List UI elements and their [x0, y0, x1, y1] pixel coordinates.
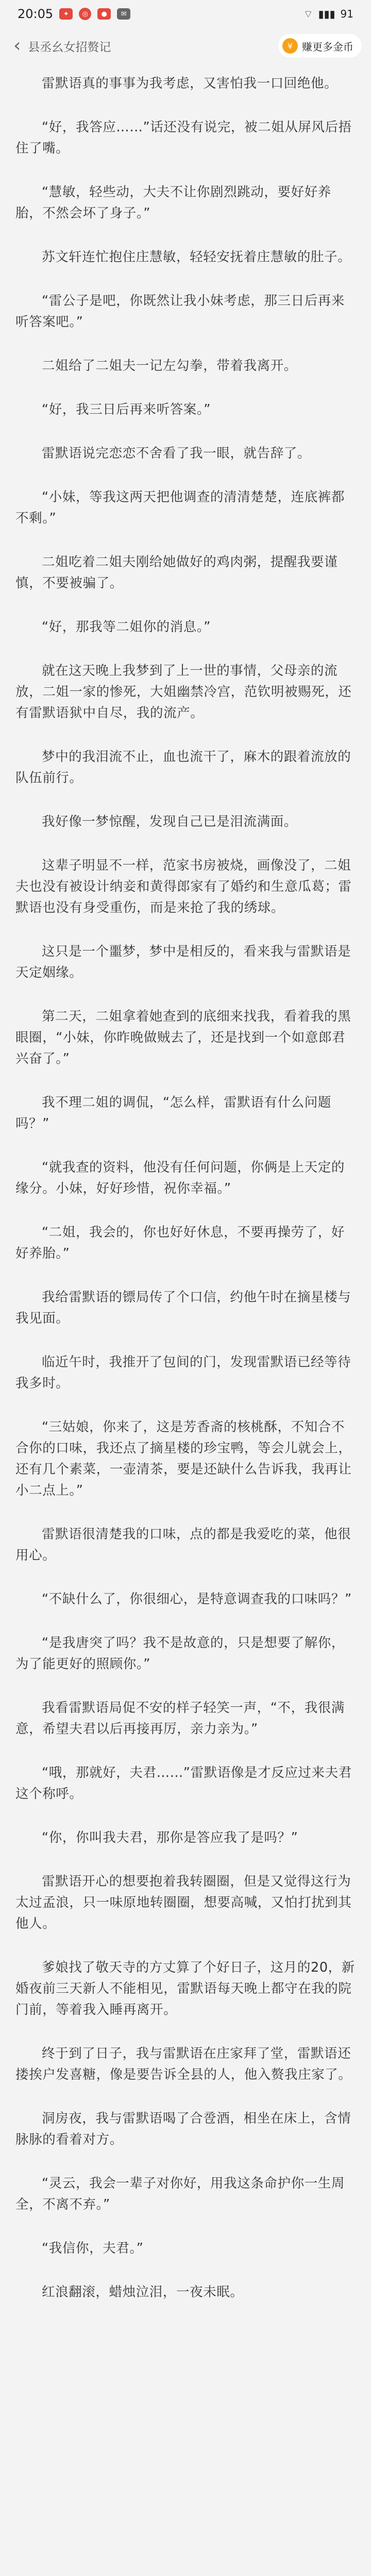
paragraph: “好，那我等二姐你的消息。” [42, 619, 211, 635]
paragraph: 这只是一个噩梦，梦中是相反的，看来我与雷默语是天定姻缘。 [15, 944, 351, 980]
paragraph: 我给雷默语的镖局传了个口信，约他午时在摘星楼与我见面。 [15, 1290, 351, 1326]
paragraph: “不缺什么了，你很细心，是特意调查我的口味吗？” [42, 1591, 352, 1607]
book-title: 县丞幺女招赘记 [28, 40, 111, 54]
notification-message-icon: ✉ [117, 8, 130, 20]
paragraph: 雷默语开心的想要抱着我转圈圈，但是又觉得这行为太过孟浪，只一味原地转圈圈，想要高喊，又怕打扰到其他人。 [15, 1874, 352, 1931]
paragraph: 洞房夜，我与雷默语喝了合卺酒，相坐在床上，含情脉脉的看着对方。 [15, 2111, 351, 2147]
paragraph: “是我唐突了吗？我不是故意的，只是想要了解你，为了能更好的照顾你。” [15, 1635, 345, 1672]
paragraph: 雷默语真的事事为我考虑，又害怕我一口回绝他。 [42, 76, 338, 91]
paragraph: 终于到了日子，我与雷默语在庄家拜了堂，雷默语还搂挨户发喜糖，像是要告诉全县的人，他入赘我庄家了。 [15, 2046, 352, 2082]
earn-coins-label: 赚更多金币 [302, 40, 353, 53]
status-left [18, 7, 130, 21]
paragraph: 临近午时，我推开了包间的门，发现雷默语已经等待我多时。 [15, 1354, 351, 1391]
status-right [303, 8, 353, 21]
paragraph: 第二天，二姐拿着她查到的底细来找我，看着我的黑眼圈，“小妹，你昨晚做贼去了，还是找到一个如意郎君兴奋了。” [15, 1009, 351, 1066]
signal-icon: ▮▮▮ [318, 8, 335, 20]
paragraph: 爹娘找了敬天寺的方丈算了个好日子，这月的20，新婚夜前三天新人不能相见，雷默语每天晚上都守在我的院门前，等着我入睡再离开。 [15, 1960, 355, 2018]
paragraph: “就我查的资料，他没有任何问题，你俩是上天定的缘分。小妹，好好珍惜，祝你幸福。” [15, 1160, 345, 1196]
paragraph: “灵云，我会一辈子对你好，用我这条命护你一生周全，不离不弃。” [15, 2176, 345, 2212]
paragraph: 这辈子明显不一样，范家书房被烧，画像没了，二姐夫也没有被设计纳妾和黄得郎家有了婚约和生意瓜葛；雷默语也没有身受重伤，而是来抢了我的绣球。 [15, 858, 352, 916]
paragraph: 红浪翻滚，蜡烛泣泪，一夜未眠。 [42, 2284, 244, 2300]
paragraph: “你，你叫我夫君，那你是答应我了是吗？” [42, 1830, 298, 1845]
wifi-icon: ⌔ [303, 7, 313, 20]
paragraph: 我不理二姐的调侃，“怎么样，雷默语有什么问题吗？” [15, 1095, 331, 1131]
earn-coins-button[interactable] [278, 34, 362, 58]
paragraph: 二姐吃着二姐夫刚给她做好的鸡肉粥，提醒我要谨慎，不要被骗了。 [15, 554, 338, 591]
paragraph: 我好像一梦惊醒，发现自己已是泪流满面。 [42, 814, 297, 829]
paragraph: 我看雷默语局促不安的样子轻笑一声，“不，我很满意，希望夫君以后再接再厉，亲力亲为。” [15, 1700, 345, 1737]
paragraph: “小妹，等我这两天把他调查的清清楚楚，连底裤都不剩。” [15, 489, 345, 526]
status-time: 20:05 [18, 7, 54, 21]
paragraph: “雷公子是吧，你既然让我小妹考虑，那三日后再来听答案吧。” [15, 293, 345, 330]
paragraph: “哦，那就好，夫君……”雷默语像是才反应过来夫君这个称呼。 [15, 1765, 352, 1802]
paragraph: “好，我三日后再来听答案。” [42, 402, 211, 417]
reader-header [0, 28, 371, 64]
paragraph: “好，我答应……”话还没有说完，被二姐从屏风后捂住了嘴。 [15, 120, 352, 156]
paragraph: 雷默语很清楚我的口味，点的都是我爱吃的菜，他很用心。 [15, 1527, 351, 1563]
paragraph: 就在这天晚上我梦到了上一世的事情，父母亲的流放，二姐一家的惨死，大姐幽禁冷宫，范钦明被赐死，还有雷默语狱中自尽，我的流产。 [15, 663, 352, 721]
battery-level: 91 [340, 8, 353, 20]
notification-app-icon: ✦ [59, 8, 73, 20]
paragraph: “慧敏，轻些动，大夫不让你剧烈跳动，要好好养胎，不然会坏了身子。” [15, 184, 331, 221]
chevron-left-icon[interactable]: ‹ [13, 35, 21, 56]
paragraph: 雷默语说完恋恋不舍看了我一眼，就告辞了。 [42, 446, 311, 461]
coin-icon: ¥ [282, 38, 298, 54]
paragraph: “我信你，夫君。” [42, 2241, 144, 2256]
paragraph: “三姑娘，你来了，这是芳香斋的核桃酥，不知合不合你的口味，我还点了摘星楼的珍宝鸭，等会儿就会上，还有几个素菜，一壶清茶，要是还缺什么告诉我，我再让小二点上。” [15, 1419, 352, 1498]
paragraph: 二姐给了二姐夫一记左勾拳，带着我离开。 [42, 358, 297, 374]
paragraph: 苏文轩连忙抱住庄慧敏，轻轻安抚着庄慧敏的肚子。 [42, 249, 351, 265]
notification-app2-icon: ● [97, 8, 111, 20]
paragraph: 梦中的我泪流不止，血也流干了，麻木的跟着流放的队伍前行。 [15, 749, 351, 786]
paragraph: “二姐，我会的，你也好好休息，不要再操劳了，好好养胎。” [15, 1225, 345, 1261]
notification-red-icon: ◎ [79, 8, 91, 20]
chapter-content [0, 64, 371, 2576]
status-bar [0, 0, 371, 28]
header-left [13, 37, 111, 55]
